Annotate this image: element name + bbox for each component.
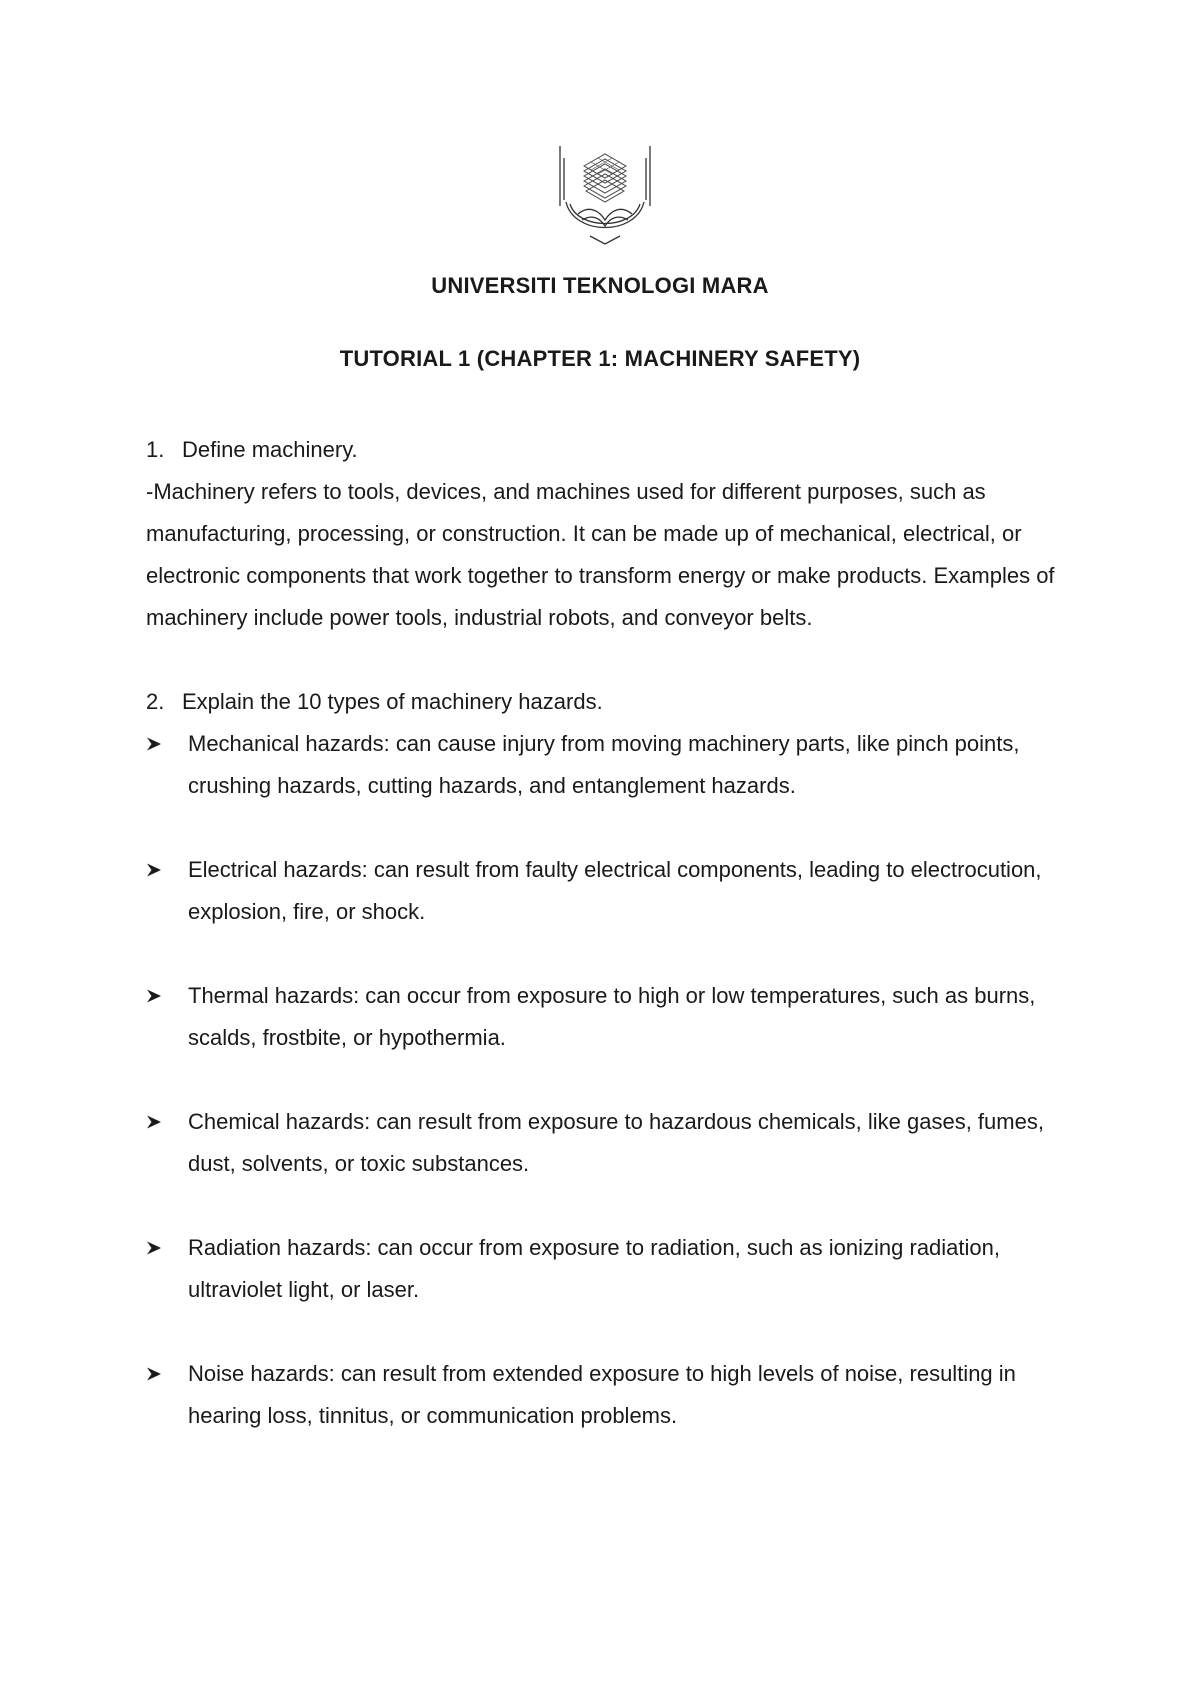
uitm-crest-icon [556, 144, 654, 248]
arrowhead-bullet-icon [146, 723, 188, 765]
paragraph-spacer [146, 639, 1086, 681]
list-item [146, 1101, 1086, 1185]
hazard-list [146, 723, 1086, 1437]
tutorial-title: TUTORIAL 1 (CHAPTER 1: MACHINERY SAFETY) [339, 346, 861, 371]
question-2 [146, 681, 1086, 723]
list-item [146, 1227, 1086, 1311]
hazard-text: Noise hazards: can result from extended exposure to high levels of noise, resulting in hearing loss, tinnitus, or communication problems. [188, 1361, 1016, 1428]
list-item [146, 1353, 1086, 1437]
arrowhead-bullet-icon [146, 1101, 188, 1143]
list-item [146, 723, 1086, 807]
hazard-text: Chemical hazards: can result from exposure to hazardous chemicals, like gases, fumes, dust, solvents, or toxic substances. [188, 1109, 1044, 1176]
hazard-text: Electrical hazards: can result from faulty electrical components, leading to electrocution, explosion, fire, or shock. [188, 857, 1042, 924]
hazard-text: Thermal hazards: can occur from exposure to high or low temperatures, such as burns, scalds, frostbite, or hypothermia. [188, 983, 1036, 1050]
hazard-text: Mechanical hazards: can cause injury from moving machinery parts, like pinch points, crushing hazards, cutting hazards, and entanglement hazards. [188, 731, 1020, 798]
university-name: UNIVERSITI TEKNOLOGI MARA [431, 273, 769, 298]
question-1 [146, 429, 1086, 471]
answer-1: -Machinery refers to tools, devices, and machines used for different purposes, such as manufacturing, processing, or construction. It can be made up of mechanical, electrical, or electronic components that work together to transform energy or make products. Examples of machinery include power tools, industrial robots, and conveyor belts. [146, 479, 1055, 630]
arrowhead-bullet-icon [146, 849, 188, 891]
question-number: 2. [146, 689, 165, 714]
arrowhead-bullet-icon [146, 975, 188, 1017]
tutorial-content [146, 429, 1086, 1437]
question-text: Define machinery. [182, 437, 358, 462]
list-item [146, 975, 1086, 1059]
question-number: 1. [146, 437, 165, 462]
hazard-text: Radiation hazards: can occur from exposure to radiation, such as ionizing radiation, ultraviolet light, or laser. [188, 1235, 1001, 1302]
arrowhead-bullet-icon [146, 1227, 188, 1269]
question-text: Explain the 10 types of machinery hazards. [182, 689, 603, 714]
arrowhead-bullet-icon [146, 1353, 188, 1395]
list-item [146, 849, 1086, 933]
